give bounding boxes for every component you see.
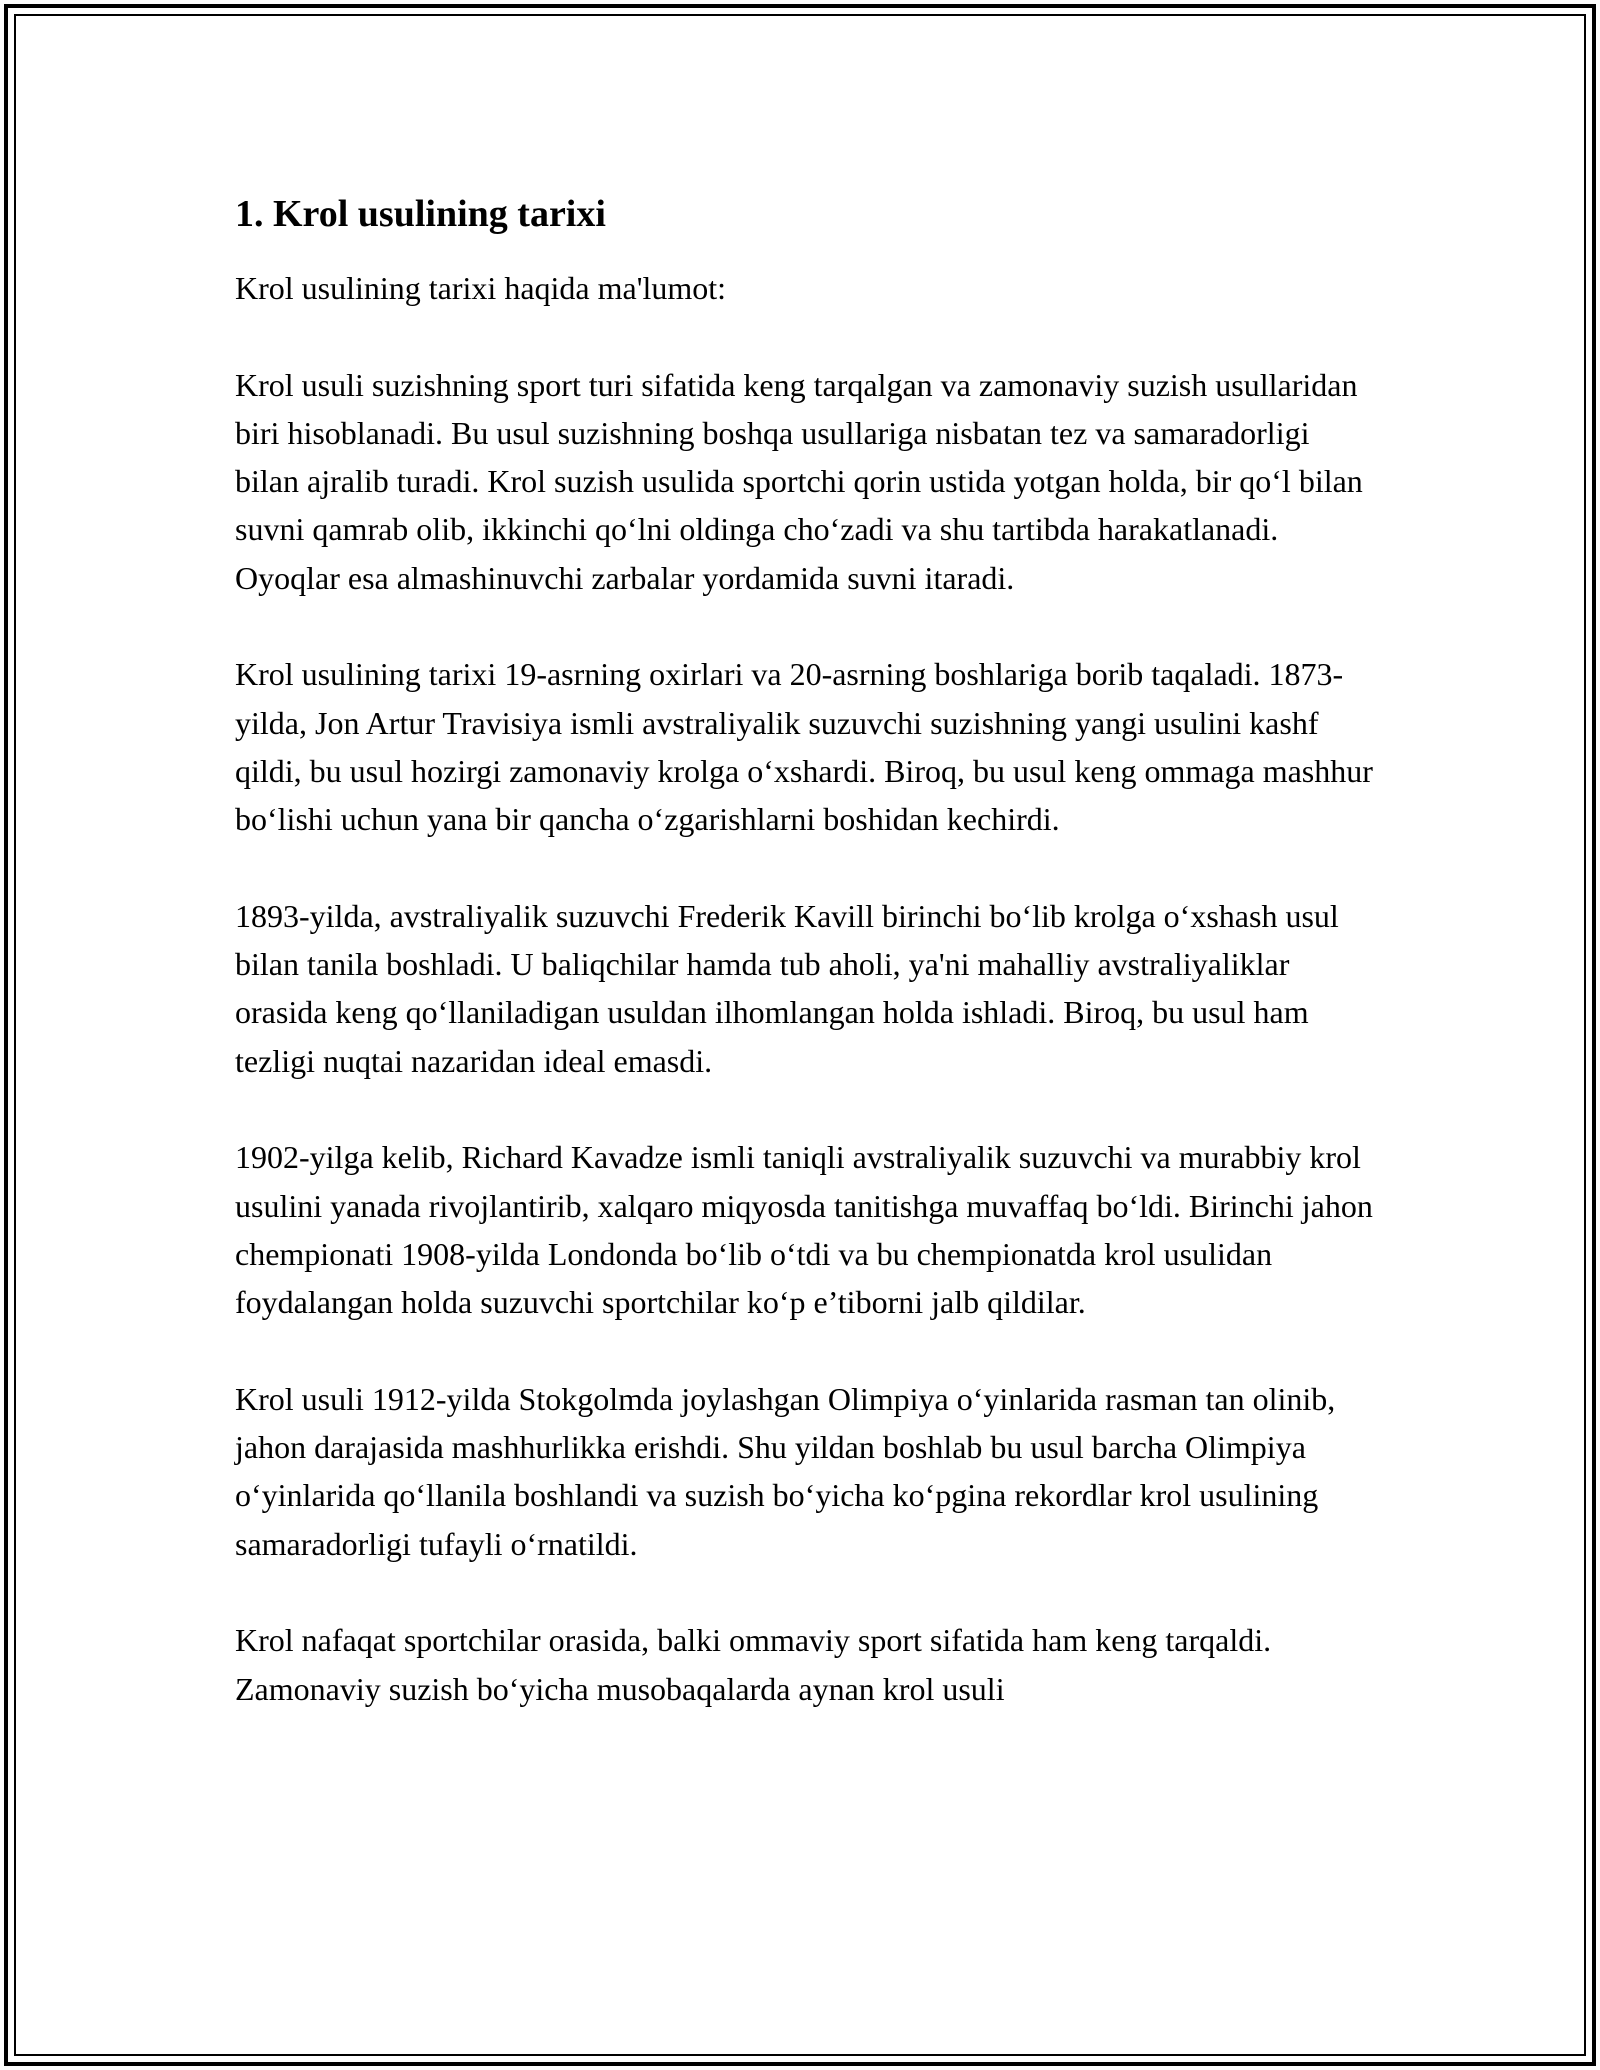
document-body [235,190,1375,1761]
paragraph-1: Krol usuli suzishning sport turi sifatida keng tarqalgan va zamonaviy suzish usullaridan biri hisoblanadi. Bu usul suzishning boshqa usullariga nisbatan tez va samaradorligi bilan ajralib turadi. Krol suzish usulida sportchi qorin ustida yotgan holda, bir qoʻl bilan suvni qamrab olib, ikkinchi qoʻlni oldinga choʻzadi va shu tartibda harakatlanadi. Oyoqlar esa almashinuvchi zarbalar yordamida suvni itaradi. [235,366,1363,596]
paragraph-5: Krol usuli 1912-yilda Stokgolmda joylashgan Olimpiya oʻyinlarida rasman tan olinib, jahon darajasida mashhurlikka erishdi. Shu yildan boshlab bu usul barcha Olimpiya oʻyinlarida qoʻllanila boshlandi va suzish boʻyicha koʻpgina rekordlar krol usulining samaradorligi tufayli oʻrnatildi. [235,1380,1336,1562]
paragraph-3: 1893-yilda, avstraliyalik suzuvchi Frederik Kavill birinchi boʻlib krolga oʻxshash usul bilan tanila boshladi. U baliqchilar hamda tub aholi, ya'ni mahalliy avstraliyaliklar orasida keng qoʻllaniladigan usuldan ilhomlangan holda ishladi. Biroq, bu usul ham tezligi nuqtai nazaridan ideal emasdi. [235,897,1339,1079]
paragraph-2: Krol usulining tarixi 19-asrning oxirlari va 20-asrning boshlariga borib taqaladi. 1873-yilda, Jon Artur Travisiya ismli avstraliyalik suzuvchi suzishning yangi usulini kashf qildi, bu usul hozirgi zamonaviy krolga oʻxshardi. Biroq, bu usul keng ommaga mashhur boʻlishi uchun yana bir qancha oʻzgarishlarni boshidan kechirdi. [235,656,1373,838]
paragraph-6: Krol nafaqat sportchilar orasida, balki ommaviy sport sifatida ham keng tarqaldi. Zamonaviy suzish boʻyicha musobaqalarda aynan krol usuli [235,1622,1272,1707]
section-heading: 1. Krol usulining tarixi [235,193,606,235]
paragraph-4: 1902-yilga kelib, Richard Kavadze ismli taniqli avstraliyalik suzuvchi va murabbiy krol usulini yanada rivojlantirib, xalqaro miqyosda tanitishga muvaffaq boʻldi. Birinchi jahon chempionati 1908-yilda Londonda boʻlib oʻtdi va bu chempionatda krol usulidan foydalangan holda suzuvchi sportchilar koʻp e’tiborni jalb qildilar. [235,1139,1373,1321]
intro-paragraph: Krol usulining tarixi haqida ma'lumot: [235,270,727,306]
